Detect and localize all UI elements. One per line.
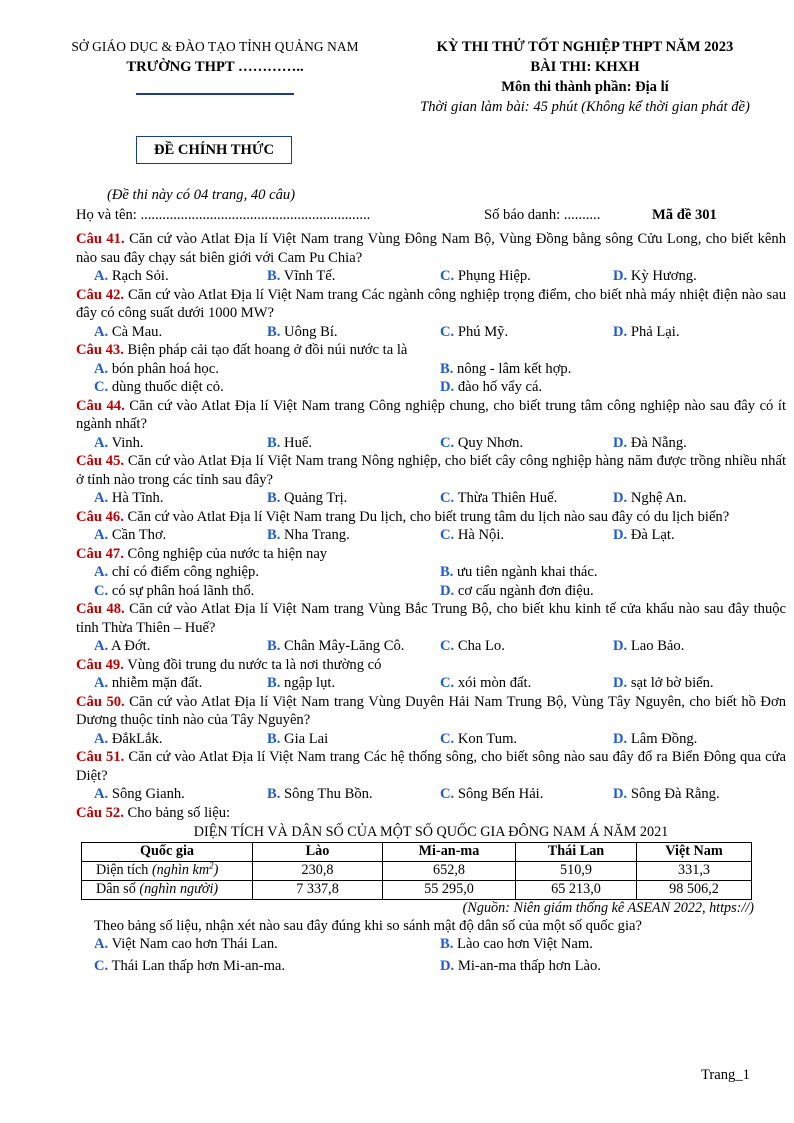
answer-option — [613, 674, 786, 693]
row-label — [82, 861, 253, 880]
answer-options — [76, 957, 786, 976]
answer-option — [94, 935, 440, 954]
question — [76, 545, 786, 601]
header-left — [40, 38, 390, 95]
option-letter: C. — [440, 527, 455, 543]
table-cell: 230,8 — [253, 861, 383, 880]
option-letter: B. — [267, 434, 281, 451]
answer-option — [94, 957, 440, 976]
answer-option — [440, 360, 786, 379]
question-52 — [76, 804, 786, 976]
answer-option — [94, 730, 267, 749]
question-number: Câu 41. — [76, 231, 125, 247]
question-number: Câu 43. — [76, 342, 124, 358]
answer-option — [267, 434, 440, 453]
option-text: sạt lở bờ biển. — [627, 675, 714, 691]
answer-options — [76, 360, 786, 379]
question-stem — [76, 804, 786, 823]
question-stem — [76, 545, 786, 564]
answer-options — [76, 434, 786, 453]
option-text: Phú Mỹ. — [454, 323, 509, 340]
option-letter: C. — [440, 730, 455, 747]
answer-option — [94, 323, 267, 342]
answer-option — [440, 785, 613, 804]
option-text: đào hố vẩy cá. — [454, 379, 543, 395]
option-letter: D. — [613, 638, 628, 654]
option-text: ĐắkLắk. — [108, 730, 163, 747]
option-text: nông - lâm kết hợp. — [453, 360, 572, 377]
option-letter: A. — [94, 360, 109, 377]
option-text: Nha Trang. — [280, 527, 350, 543]
option-letter: D. — [613, 730, 628, 747]
table-header-cell: Thái Lan — [516, 842, 637, 861]
option-text: Thái Lan thấp hơn Mi-an-ma. — [108, 957, 286, 974]
option-text: Gia Lai — [280, 730, 329, 747]
table-header-row — [82, 842, 752, 861]
option-letter: C. — [440, 323, 455, 340]
exam-code: Mã đề 301 — [652, 207, 717, 223]
questions-list — [76, 230, 786, 975]
option-letter: A. — [94, 786, 109, 802]
table-cell: 55 295,0 — [383, 880, 516, 899]
table-cell: 652,8 — [383, 861, 516, 880]
table-cell: 7 337,8 — [253, 880, 383, 899]
option-text: A Đớt. — [108, 638, 151, 654]
option-letter: A. — [94, 527, 109, 543]
option-letter: C. — [440, 268, 455, 284]
table-header-cell: Lào — [253, 842, 383, 861]
option-letter: D. — [440, 379, 455, 395]
answer-option — [267, 674, 440, 693]
option-text: Mi-an-ma thấp hơn Lào. — [454, 957, 601, 974]
option-letter: B. — [267, 730, 281, 747]
answer-option — [440, 378, 786, 397]
option-text: Đà Nẵng. — [627, 434, 687, 451]
answer-option — [94, 785, 267, 804]
option-letter: C. — [440, 675, 455, 691]
answer-option — [267, 489, 440, 508]
option-text: Chân Mây-Lăng Cô. — [280, 638, 405, 654]
subject-line: Môn thi thành phần: Địa lí — [501, 79, 669, 95]
option-letter: B. — [267, 323, 281, 340]
option-letter: A. — [94, 730, 109, 747]
answer-option — [613, 785, 786, 804]
option-text: Cần Thơ. — [108, 527, 167, 543]
question — [76, 286, 786, 342]
official-exam-box: ĐỀ CHÍNH THỨC — [136, 136, 292, 164]
question-text: Công nghiệp của nước ta hiện nay — [123, 545, 328, 562]
option-text: Hà Nội. — [454, 527, 505, 543]
option-letter: D. — [613, 434, 628, 451]
table-row — [82, 880, 752, 899]
option-letter: C. — [94, 957, 109, 974]
option-letter: D. — [613, 323, 628, 340]
question-number: Câu 42. — [76, 286, 125, 303]
answer-options — [76, 323, 786, 342]
page-count-note: (Đề thi này có 04 trang, 40 câu) — [107, 187, 296, 203]
answer-option — [440, 526, 613, 545]
question-stem — [76, 397, 786, 434]
candidate-info-line — [76, 206, 726, 225]
table-header-cell: Việt Nam — [637, 842, 752, 861]
table-cell: 331,3 — [637, 861, 752, 880]
question-stem — [76, 748, 786, 785]
answer-options — [76, 267, 786, 286]
question-text: Căn cứ vào Atlat Địa lí Việt Nam trang Vùng Đông Nam Bộ, Vùng Đồng bằng sông Cửu Long, cho biết kênh nào sau đây chạy sát biên giới với Cam Pu Chia? — [76, 231, 786, 266]
unit-close: ) — [213, 862, 219, 878]
row-label-text: Dân số — [96, 881, 140, 897]
option-letter: B. — [267, 675, 281, 691]
option-letter: D. — [613, 490, 628, 506]
table-cell: 98 506,2 — [637, 880, 752, 899]
unit-superscript: 2 — [209, 860, 214, 871]
answer-options — [76, 489, 786, 508]
header-underline — [136, 93, 294, 95]
answer-options — [76, 637, 786, 656]
answer-option — [267, 323, 440, 342]
question-stem — [76, 230, 786, 267]
option-text: Quảng Trị. — [280, 490, 348, 506]
answer-option — [613, 526, 786, 545]
table-header-cell: Quốc gia — [82, 842, 253, 861]
option-text: nhiễm mặn đất. — [108, 675, 203, 691]
answer-options — [76, 378, 786, 397]
question — [76, 693, 786, 749]
option-letter: B. — [267, 490, 281, 506]
question-text: Căn cứ vào Atlat Địa lí Việt Nam trang Vùng Bắc Trung Bộ, cho biết khu kinh tế cửa khẩu nào sau đây thuộc tỉnh Thừa Thiên – Huế? — [76, 601, 787, 636]
option-text: Sông Gianh. — [108, 786, 185, 802]
option-text: bón phân hoá học. — [108, 360, 219, 377]
question-stem — [76, 600, 786, 637]
option-text: chỉ có điểm công nghiệp. — [108, 564, 259, 580]
answer-option — [613, 489, 786, 508]
answer-option — [440, 957, 786, 976]
answer-option — [440, 730, 613, 749]
answer-option — [440, 323, 613, 342]
school-name: TRƯỜNG THPT ………….. — [126, 58, 304, 75]
question-text: Căn cứ vào Atlat Địa lí Việt Nam trang Các hệ thống sông, cho biết sông nào sau đây đổ ra Biển Đông qua cửa Diệt? — [76, 749, 786, 784]
question-number: Câu 48. — [76, 601, 125, 617]
question-stem — [76, 656, 786, 675]
answer-option — [267, 730, 440, 749]
question-text: Cho bảng số liệu: — [123, 804, 231, 821]
option-text: Thừa Thiên Huế. — [454, 490, 558, 506]
option-text: Lao Bảo. — [627, 638, 685, 654]
answer-options — [76, 526, 786, 545]
answer-option — [94, 434, 267, 453]
table-header-cell: Mi-an-ma — [383, 842, 516, 861]
department-name: SỞ GIÁO DỤC & ĐÀO TẠO TỈNH QUẢNG NAM — [71, 39, 359, 54]
answer-option — [440, 434, 613, 453]
option-text: có sự phân hoá lãnh thổ. — [108, 582, 255, 599]
option-text: Việt Nam cao hơn Thái Lan. — [108, 936, 278, 952]
option-text: ngập lụt. — [280, 675, 336, 691]
option-text: Kỳ Hương. — [627, 268, 697, 284]
row-label-text: Diện tích — [96, 862, 152, 878]
option-letter: D. — [613, 268, 628, 284]
answer-option — [267, 637, 440, 656]
question — [76, 452, 786, 508]
question-52-stem: Theo bảng số liệu, nhận xét nào sau đây đúng khi so sánh mật độ dân số của một số quốc gia? — [94, 917, 642, 934]
answer-option — [94, 526, 267, 545]
answer-option — [94, 489, 267, 508]
question — [76, 600, 786, 656]
answer-options — [76, 785, 786, 804]
option-letter: A. — [94, 323, 109, 340]
option-text: Huế. — [280, 434, 313, 451]
option-letter: B. — [440, 564, 454, 580]
answer-option — [267, 267, 440, 286]
option-text: Lâm Đồng. — [627, 730, 698, 747]
option-text: Quy Nhơn. — [454, 434, 524, 451]
answer-options — [76, 935, 786, 954]
option-letter: C. — [440, 434, 455, 451]
option-text: Vinh. — [108, 434, 144, 451]
row-unit-text: (nghìn người) — [139, 881, 219, 897]
option-text: cơ cấu ngành đơn điệu. — [454, 582, 594, 599]
answer-option — [613, 730, 786, 749]
answer-option — [440, 489, 613, 508]
header-right — [392, 38, 778, 116]
option-letter: B. — [440, 360, 454, 377]
option-letter: B. — [267, 268, 281, 284]
question-stem — [76, 452, 786, 489]
option-text: Sông Bến Hải. — [454, 786, 544, 802]
table-row — [82, 861, 752, 880]
option-letter: A. — [94, 268, 109, 284]
option-text: Cà Mau. — [108, 323, 163, 340]
answer-options — [76, 563, 786, 582]
option-text: Rạch Sỏi. — [108, 268, 169, 284]
option-letter: C. — [94, 582, 109, 599]
answer-option — [267, 526, 440, 545]
option-letter: D. — [613, 786, 628, 802]
option-letter: B. — [267, 786, 281, 802]
question-text: Căn cứ vào Atlat Địa lí Việt Nam trang Nông nghiệp, cho biết cây công nghiệp hàng năm được trồng nhiều nhất ở tỉnh nào trong các tỉnh sau đây? — [76, 453, 786, 488]
answer-option — [440, 637, 613, 656]
option-letter: A. — [94, 434, 109, 451]
option-text: dùng thuốc diệt cỏ. — [108, 379, 224, 395]
question-text: Căn cứ vào Atlat Địa lí Việt Nam trang Các ngành công nghiệp trọng điểm, cho biết nhà máy nhiệt điện nào sau đây có công suất dưới 1000 MW? — [76, 286, 787, 321]
option-text: Phụng Hiệp. — [454, 268, 531, 284]
answer-option — [94, 267, 267, 286]
question-text: Căn cứ vào Atlat Địa lí Việt Nam trang Du lịch, cho biết trung tâm du lịch nào sau đây có du lịch biển? — [123, 508, 730, 525]
question-stem — [76, 341, 786, 360]
answer-option — [94, 637, 267, 656]
option-letter: A. — [94, 490, 109, 506]
option-letter: A. — [94, 675, 109, 691]
answer-option — [613, 267, 786, 286]
answer-option — [94, 582, 440, 601]
question — [76, 230, 786, 286]
table-source: (Nguồn: Niên giám thống kê ASEAN 2022, https://) — [462, 899, 754, 916]
answer-option — [613, 434, 786, 453]
answer-options — [76, 730, 786, 749]
option-letter: D. — [613, 675, 628, 691]
answer-option — [613, 323, 786, 342]
option-text: Cha Lo. — [454, 638, 505, 654]
question-number: Câu 45. — [76, 453, 125, 469]
option-letter: D. — [613, 527, 628, 543]
answer-option — [94, 563, 440, 582]
answer-options — [76, 582, 786, 601]
candidate-name-field: Họ và tên: ............................................................... — [76, 207, 371, 223]
option-letter: C. — [440, 638, 455, 654]
question-text: Căn cứ vào Atlat Địa lí Việt Nam trang Công nghiệp chung, cho biết trung tâm công nghiệp nào sau đây có ít ngành nhất? — [76, 397, 786, 432]
page-number: Trang_1 — [701, 1067, 750, 1083]
answer-option — [267, 785, 440, 804]
option-letter: D. — [440, 957, 455, 974]
table-cell: 65 213,0 — [516, 880, 637, 899]
answer-option — [440, 674, 613, 693]
question-text: Biện pháp cải tạo đất hoang ở đồi núi nước ta là — [123, 342, 408, 358]
answer-option — [440, 267, 613, 286]
question-stem — [76, 286, 786, 323]
option-letter: C. — [440, 786, 455, 802]
option-text: Nghệ An. — [627, 490, 687, 506]
answer-option — [613, 637, 786, 656]
option-text: Kon Tum. — [454, 730, 518, 747]
option-text: Sông Thu Bồn. — [280, 786, 373, 802]
option-letter: A. — [94, 936, 109, 952]
answer-options — [76, 674, 786, 693]
question-stem — [76, 693, 786, 730]
option-letter: D. — [440, 582, 455, 599]
time-line: Thời gian làm bài: 45 phút (Không kể thời gian phát đề) — [420, 98, 750, 115]
question-number: Câu 46. — [76, 508, 124, 525]
answer-option — [440, 563, 786, 582]
table-title: DIỆN TÍCH VÀ DÂN SỐ CỦA MỘT SỐ QUỐC GIA ĐÔNG NAM Á NĂM 2021 — [193, 824, 669, 840]
question-number: Câu 50. — [76, 693, 125, 710]
option-text: Đà Lạt. — [627, 527, 675, 543]
option-text: Vĩnh Tế. — [280, 268, 336, 284]
question — [76, 656, 786, 693]
exam-title: KỲ THI THỬ TỐT NGHIỆP THPT NĂM 2023 — [436, 39, 734, 55]
candidate-number-field: Số báo danh: .......... — [484, 207, 601, 223]
question-text: Căn cứ vào Atlat Địa lí Việt Nam trang Vùng Duyên Hải Nam Trung Bộ, Vùng Tây Nguyên, cho biết hồ Đơn Dương thuộc tỉnh nào của Tây Nguyên? — [76, 693, 786, 728]
data-table — [81, 842, 752, 900]
row-label — [82, 880, 253, 899]
question — [76, 397, 786, 453]
answer-option — [94, 378, 440, 397]
option-text: Phả Lại. — [627, 323, 680, 340]
question-text: Vùng đồi trung du nước ta là nơi thường có — [123, 656, 382, 673]
question-number: Câu 51. — [76, 749, 125, 765]
question-number: Câu 44. — [76, 397, 125, 414]
answer-option — [440, 935, 786, 954]
option-text: Sông Đà Rằng. — [627, 786, 720, 802]
answer-option — [94, 360, 440, 379]
table-cell: 510,9 — [516, 861, 637, 880]
option-letter: C. — [94, 379, 109, 395]
question-stem — [76, 508, 786, 527]
option-letter: B. — [267, 527, 281, 543]
question-number: Câu 47. — [76, 545, 124, 562]
option-text: Hà Tĩnh. — [108, 490, 164, 506]
option-text: Uông Bí. — [280, 323, 338, 340]
option-letter: B. — [440, 936, 454, 952]
option-text: Lào cao hơn Việt Nam. — [453, 936, 593, 952]
answer-option — [440, 582, 786, 601]
question — [76, 748, 786, 804]
answer-option — [94, 674, 267, 693]
question-number: Câu 52. — [76, 804, 124, 821]
option-letter: C. — [440, 490, 455, 506]
row-unit-text: (nghìn km — [151, 862, 210, 878]
option-letter: A. — [94, 638, 109, 654]
test-name: BÀI THI: KHXH — [530, 58, 640, 75]
option-text: ưu tiên ngành khai thác. — [453, 564, 598, 580]
option-letter: A. — [94, 564, 109, 580]
question — [76, 341, 786, 397]
option-text: xói mòn đất. — [454, 675, 532, 691]
option-letter: B. — [267, 638, 281, 654]
question — [76, 508, 786, 545]
question-number: Câu 49. — [76, 656, 124, 673]
